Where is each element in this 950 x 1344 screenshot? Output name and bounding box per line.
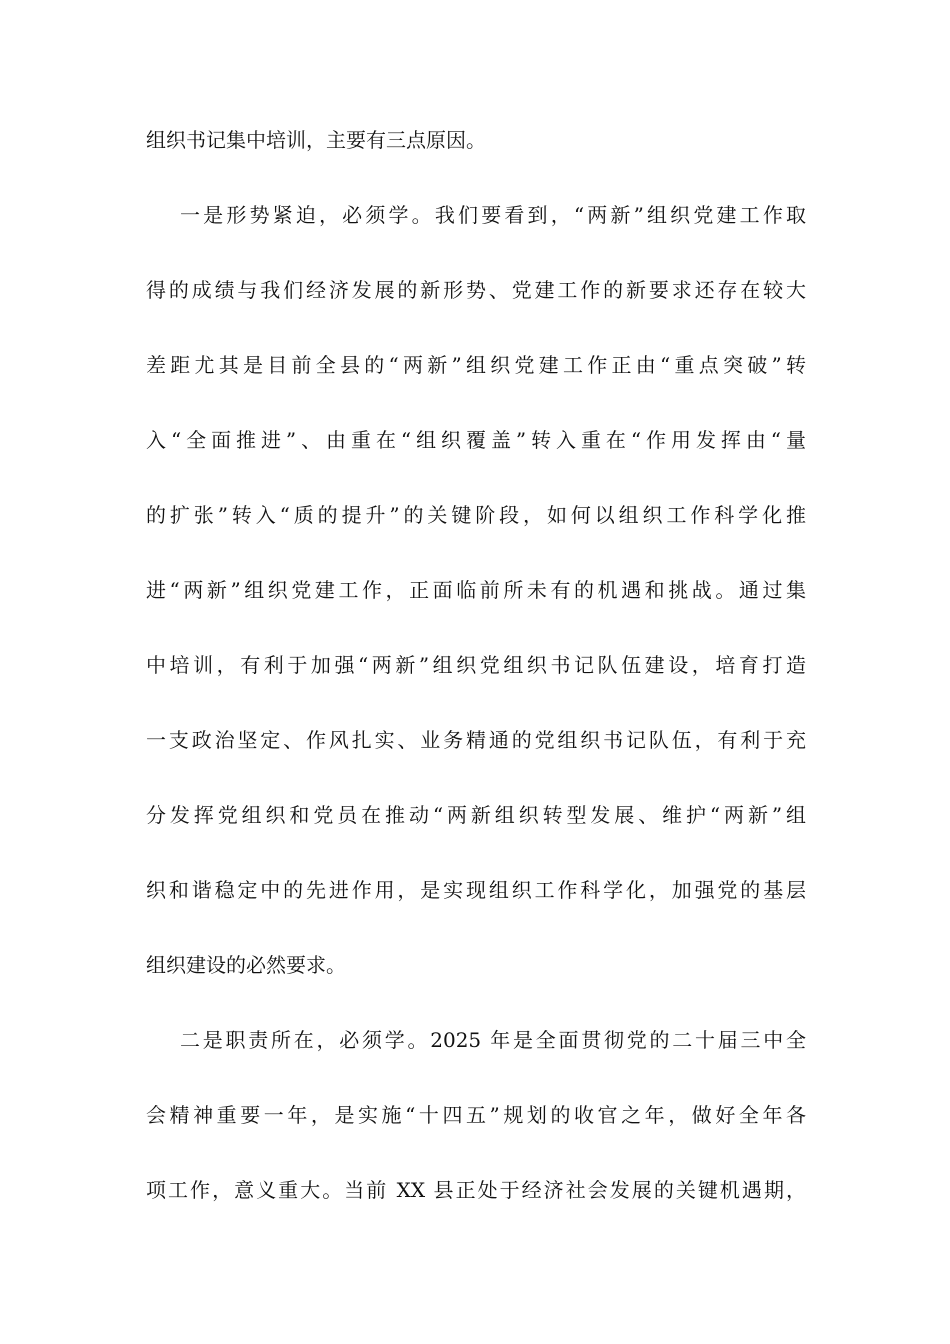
text-line: 一支政治坚定、作风扎实、业务精通的党组织书记队伍，有利于充	[146, 728, 806, 752]
text-line: 二是职责所在，必须学。2025 年是全面贯彻党的二十届三中全	[180, 1028, 806, 1052]
text-line: 入“全面推进”、由重在“组织覆盖”转入重在“作用发挥由“量	[146, 428, 806, 452]
text-line: 一是形势紧迫，必须学。我们要看到，“两新”组织党建工作取	[180, 203, 806, 227]
text-line: 织和谐稳定中的先进作用，是实现组织工作科学化，加强党的基层	[146, 878, 806, 902]
text-line: 组织建设的必然要求。	[146, 953, 346, 977]
text-line: 进“两新”组织党建工作，正面临前所未有的机遇和挑战。通过集	[146, 578, 806, 602]
text-line: 项工作，意义重大。当前 XX 县正处于经济社会发展的关键机遇期，	[146, 1178, 806, 1202]
text-line: 差距尤其是目前全县的“两新”组织党建工作正由“重点突破”转	[146, 353, 806, 377]
text-line: 得的成绩与我们经济发展的新形势、党建工作的新要求还存在较大	[146, 278, 806, 302]
text-line: 组织书记集中培训，主要有三点原因。	[146, 128, 486, 152]
text-line: 会精神重要一年，是实施“十四五”规划的收官之年，做好全年各	[146, 1103, 806, 1127]
text-line: 中培训，有利于加强“两新”组织党组织书记队伍建设，培育打造	[146, 653, 806, 677]
text-line: 的扩张”转入“质的提升”的关键阶段，如何以组织工作科学化推	[146, 503, 806, 527]
text-line: 分发挥党组织和党员在推动“两新组织转型发展、维护“两新”组	[146, 803, 806, 827]
